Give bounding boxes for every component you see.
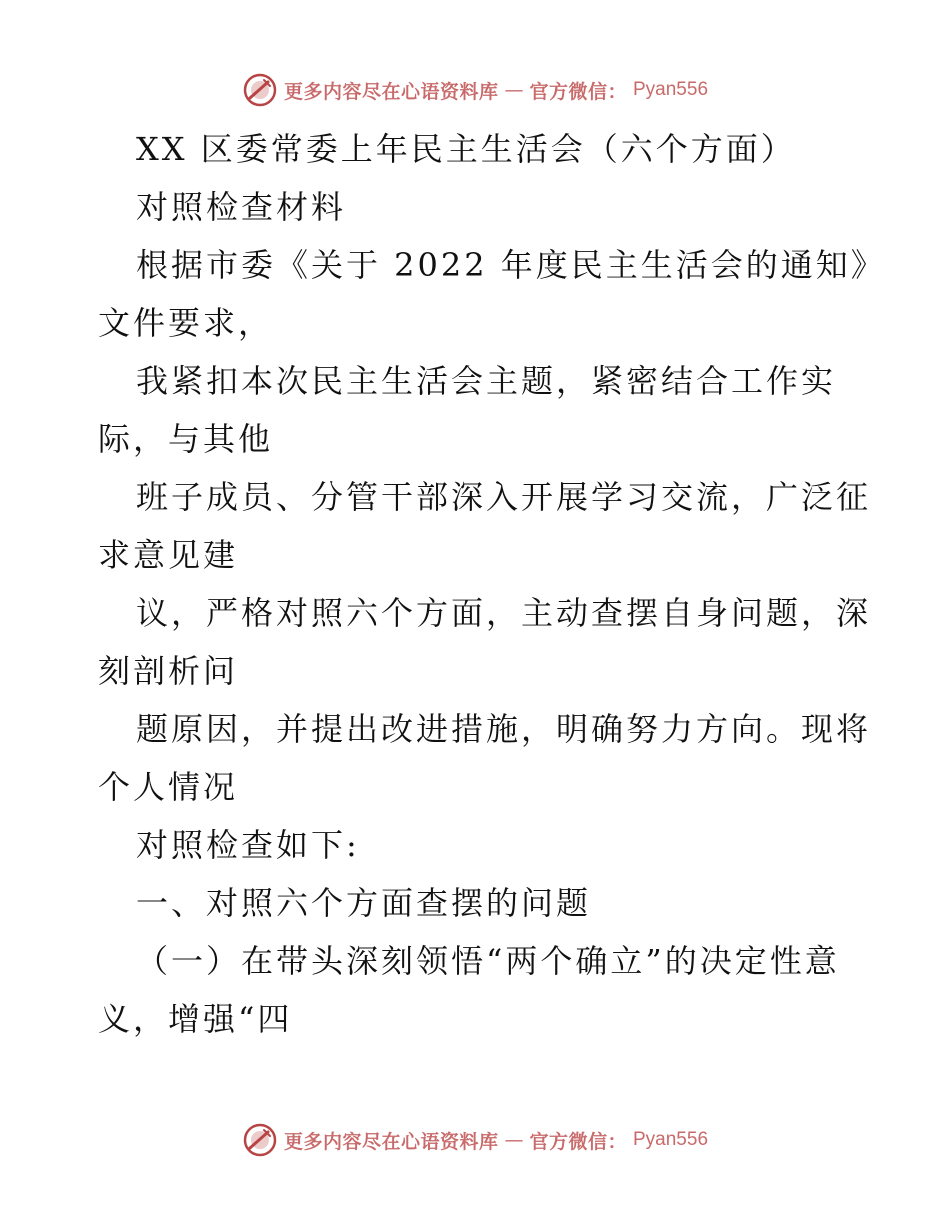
header-banner — [0, 70, 950, 110]
document-text-line: 题原因，并提出改进措施，明确努力方向。现将 — [136, 710, 872, 748]
footer-banner-wechat-label: 官方微信： — [529, 1130, 627, 1153]
footer-banner-wechat-id: Pyan556 — [633, 1129, 709, 1150]
document-text-line: 班子成员、分管干部深入开展学习交流，广泛征 — [136, 478, 872, 516]
header-banner-text: 更多内容尽在心语资料库 — [283, 80, 499, 103]
document-text-line: 文件要求， — [98, 304, 274, 342]
document-text-line: 义，增强“四 — [98, 1000, 293, 1038]
footer-banner — [0, 1120, 950, 1160]
document-text-line: 个人情况 — [98, 768, 239, 806]
document-text-line: 求意见建 — [98, 536, 239, 574]
document-body — [98, 120, 886, 1048]
red-seal-logo-icon — [242, 1122, 278, 1158]
header-banner-wechat-label: 官方微信： — [529, 80, 627, 103]
document-text-line: 我紧扣本次民主生活会主题，紧密结合工作实 — [136, 362, 837, 400]
footer-banner-text: 更多内容尽在心语资料库 — [283, 1130, 499, 1153]
document-text-line: 刻剖析问 — [98, 652, 239, 690]
header-banner-separator: — — [504, 79, 524, 101]
document-text-line: 根据市委《关于 2022 年度民主生活会的通知》 — [136, 246, 886, 284]
document-text-line: 议，严格对照六个方面，主动查摆自身问题，深 — [136, 594, 872, 632]
header-banner-content — [242, 72, 708, 108]
document-text-line: 际，与其他 — [98, 420, 274, 458]
red-seal-logo-icon — [242, 72, 278, 108]
document-title-line-2: 对照检查材料 — [136, 188, 347, 226]
footer-banner-separator: — — [504, 1129, 524, 1151]
header-banner-wechat-id: Pyan556 — [633, 79, 709, 100]
footer-banner-content — [242, 1122, 708, 1158]
subsection-heading: （一）在带头深刻领悟“两个确立”的决定性意 — [136, 942, 840, 980]
document-title-line-1: XX 区委常委上年民主生活会（六个方面） — [136, 130, 796, 168]
document-text-line: 对照检查如下: — [136, 826, 360, 864]
section-heading: 一、对照六个方面查摆的问题 — [136, 884, 592, 922]
